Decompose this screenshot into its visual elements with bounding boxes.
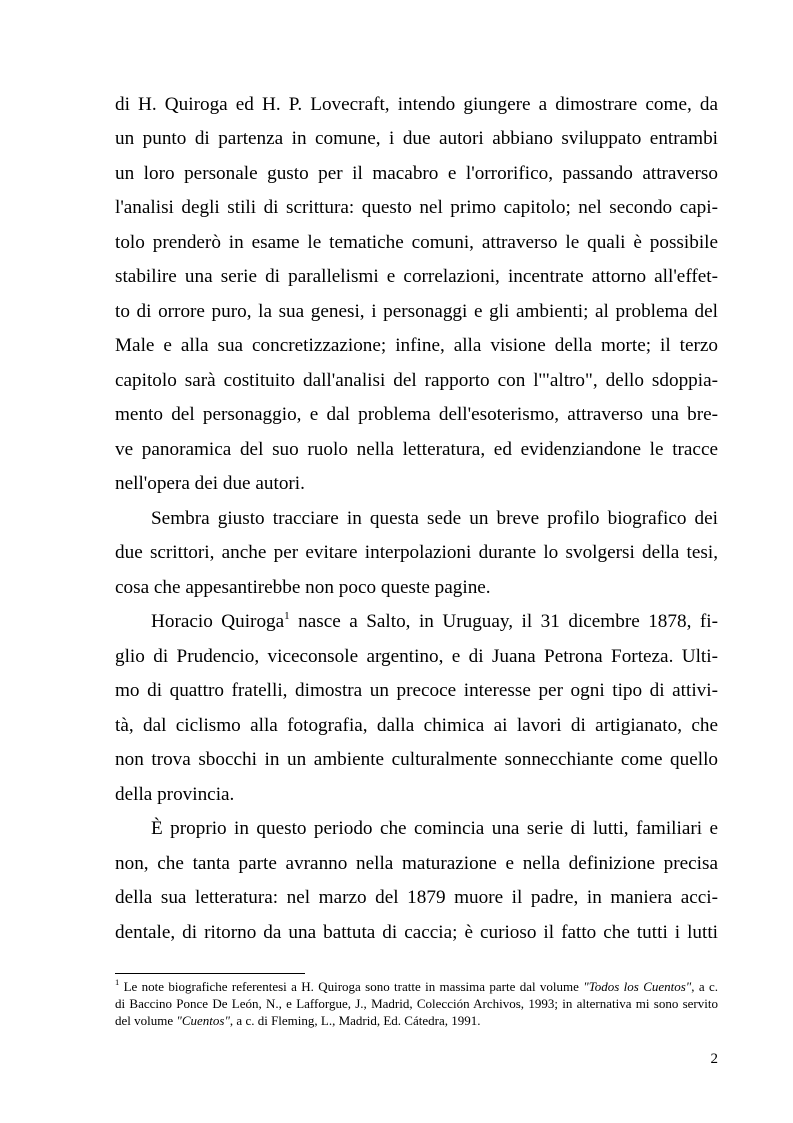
body-line: della provincia. — [115, 784, 235, 805]
body-line: ve panoramica del suo ruolo nella letteratura, ed evidenziandone le tracce — [115, 439, 718, 460]
body-line: non trova sbocchi in un ambiente culturalmente sonnecchiante come quello — [115, 749, 718, 770]
body-line: capitolo sarà costituito dall'analisi del rapporto con l'"altro", dello sdoppia- — [115, 370, 718, 391]
footnote-text: Le note biografiche referentesi a H. Quiroga sono tratte in massima parte dal volume — [119, 979, 584, 994]
footnote-reference[interactable]: 1 — [284, 609, 290, 622]
body-line: nell'opera dei due autori. — [115, 473, 305, 494]
body-line: mo di quattro fratelli, dimostra un precoce interesse per ogni tipo di attivi- — [115, 680, 718, 701]
page-number: 2 — [710, 1051, 718, 1067]
footnote-line: di Baccino Ponce De León, N., e Lafforgue, J., Madrid, Colección Archivos, 1993; in alternativa mi sono servito — [115, 996, 718, 1011]
body-line: l'analisi degli stili di scrittura: questo nel primo capitolo; nel secondo capi- — [115, 197, 718, 218]
footnote-text: del volume — [115, 1013, 177, 1028]
body-line: Sembra giusto tracciare in questa sede un breve profilo biografico dei — [151, 508, 718, 529]
footnote-separator — [115, 973, 305, 974]
body-text: nasce a Salto, in Uruguay, il 31 dicembre 1878, fi- — [289, 611, 718, 632]
footnote-book-title: "Todos los Cuentos" — [583, 979, 692, 994]
body-line: tolo prenderò in esame le tematiche comuni, attraverso le quali è possibile — [115, 232, 718, 253]
footnote-book-title: "Cuentos" — [176, 1013, 230, 1028]
body-line: Male e alla sua concretizzazione; infine, alla visione della morte; il terzo — [115, 335, 718, 356]
body-line: mento del personaggio, e dal problema dell'esoterismo, attraverso una bre- — [115, 404, 718, 425]
body-line: glio di Prudencio, viceconsole argentino, e di Juana Petrona Forteza. Ulti- — [115, 646, 718, 667]
footnote-line — [115, 1012, 718, 1029]
body-line: della sua letteratura: nel marzo del 1879 muore il padre, in maniera acci- — [115, 887, 718, 908]
body-line: non, che tanta parte avranno nella maturazione e nella definizione precisa — [115, 853, 718, 874]
footnote-text: , a c. — [691, 979, 718, 994]
body-text: Horacio Quiroga — [151, 611, 285, 632]
body-line: un loro personale gusto per il macabro e l'orrorifico, passando attraverso — [115, 163, 718, 184]
body-line: cosa che appesantirebbe non poco queste pagine. — [115, 577, 491, 598]
body-line: È proprio in questo periodo che comincia una serie di lutti, familiari e — [151, 818, 718, 839]
footnote-line — [115, 978, 718, 995]
footnote-marker: 1 — [115, 976, 120, 987]
body-line: due scrittori, anche per evitare interpolazioni durante lo svolgersi della tesi, — [115, 542, 718, 563]
body-line: un punto di partenza in comune, i due autori abbiano sviluppato entrambi — [115, 128, 718, 149]
body-line: dentale, di ritorno da una battuta di caccia; è curioso il fatto che tutti i lutti — [115, 922, 718, 943]
body-line-with-footnote-ref — [151, 605, 718, 639]
body-line: stabilire una serie di parallelismi e correlazioni, incentrate attorno all'effet- — [115, 266, 718, 287]
body-line: to di orrore puro, la sua genesi, i personaggi e gli ambienti; al problema del — [115, 301, 718, 322]
body-line: tà, dal ciclismo alla fotografia, dalla chimica ai lavori di artigianato, che — [115, 715, 718, 736]
body-line: di H. Quiroga ed H. P. Lovecraft, intendo giungere a dimostrare come, da — [115, 94, 718, 115]
footnote-text: , a c. di Fleming, L., Madrid, Ed. Cátedra, 1991. — [229, 1013, 481, 1028]
